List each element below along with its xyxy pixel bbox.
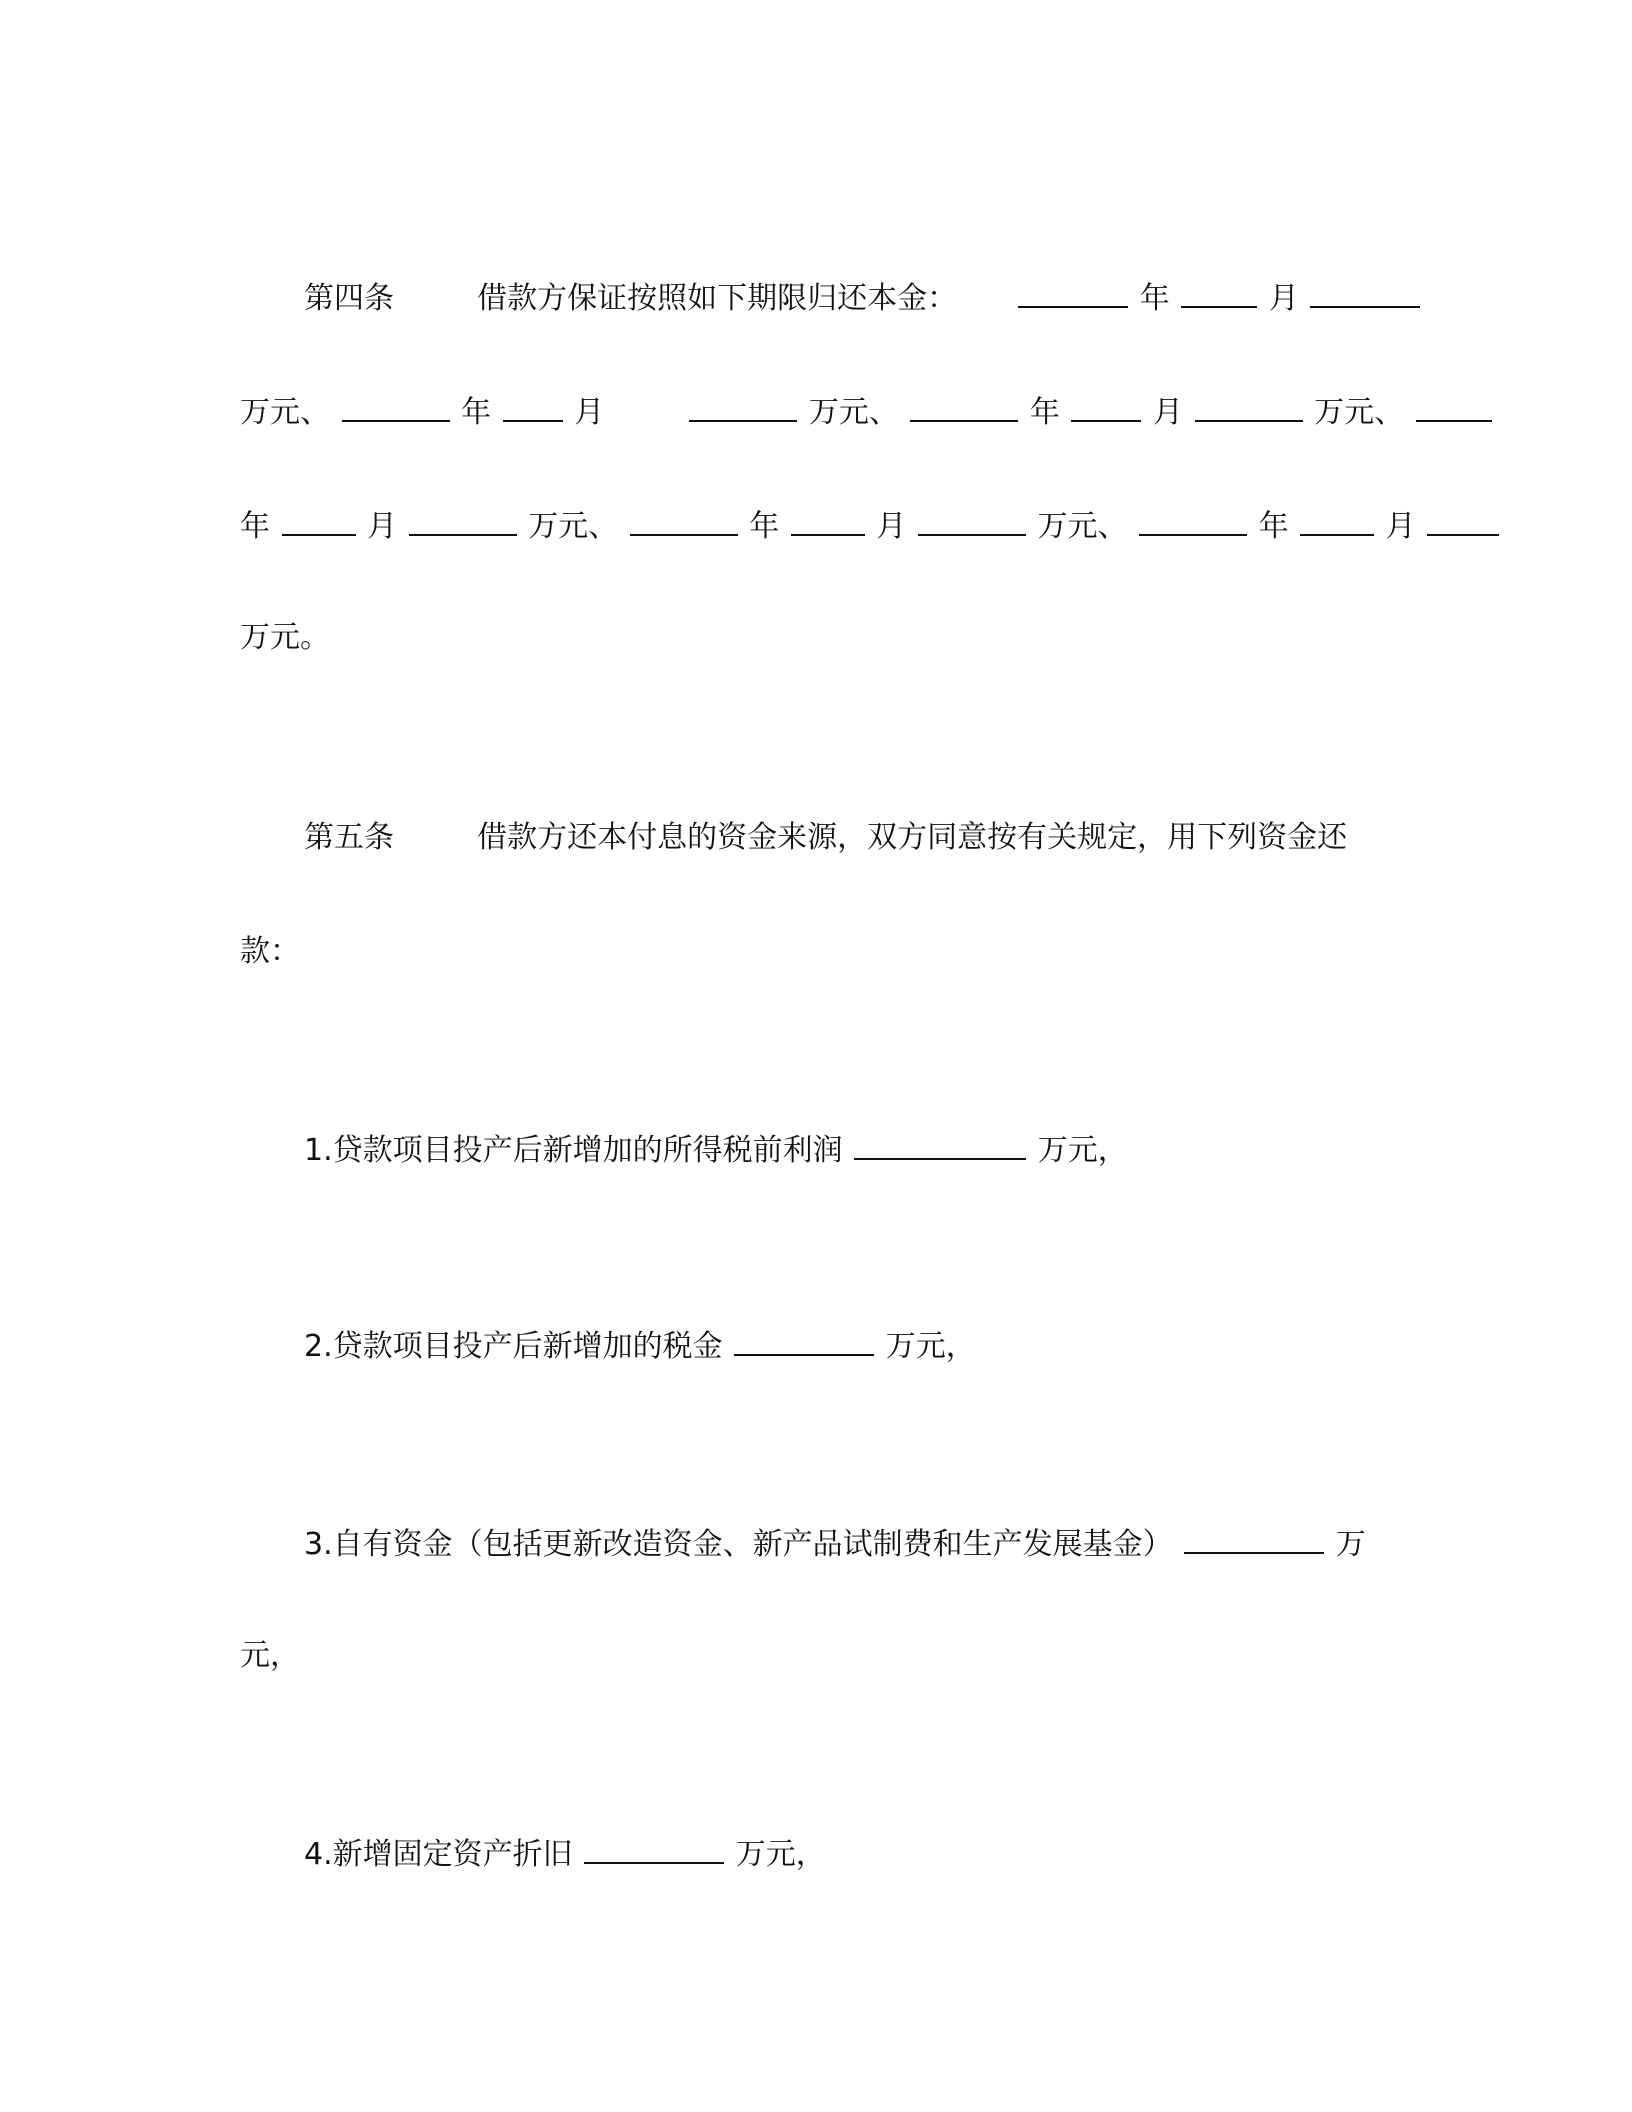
month-label: 月 [574,395,605,430]
item1-text: 1.贷款项目投产后新增加的所得税前利润 [304,1133,843,1168]
wanyuan-label: 万元、 [240,395,330,430]
blank-field[interactable] [1071,386,1141,422]
blank-field[interactable] [1300,500,1374,536]
item3-unit-cont: 元， [240,1638,300,1673]
item2-text: 2.贷款项目投产后新增加的税金 [304,1329,723,1364]
blank-field[interactable] [734,1320,874,1356]
item-3 [240,1518,1380,1566]
item3-unit: 万 [1335,1527,1366,1562]
blank-field[interactable] [910,386,1018,422]
year-label: 年 [1029,395,1060,430]
year-label: 年 [1258,509,1289,544]
article4-line2 [240,386,1405,434]
month-label: 月 [367,509,398,544]
year-label: 年 [461,395,492,430]
wanyuan-label: 万元、 [1037,509,1128,544]
article4-intro: 借款方保证按照如下期限归还本金： [477,281,958,316]
wanyuan-label: 万元、 [528,509,619,544]
wanyuan-label: 万元、 [808,395,899,430]
article4-line3 [240,500,1416,548]
blank-field[interactable] [918,500,1026,536]
article5-line2 [240,928,1380,976]
item-3-cont [240,1632,1380,1680]
blank-field[interactable] [1018,272,1128,308]
wanyuan-label: 万元、 [1314,395,1405,430]
article5-label: 第五条 [304,820,394,855]
blank-field[interactable] [503,386,563,422]
item3-text: 3.自有资金（包括更新改造资金、新产品试制费和生产发展基金） [304,1527,1173,1562]
item4-unit: 万元， [735,1837,826,1872]
item-4 [240,1828,1380,1876]
year-label: 年 [1139,281,1170,316]
item1-unit: 万元， [1037,1133,1128,1168]
blank-field[interactable] [1427,500,1499,536]
blank-field[interactable] [342,386,450,422]
year-label: 年 [240,509,270,544]
article4-label: 第四条 [304,281,394,316]
wanyuan-end-label: 万元。 [240,620,330,655]
blank-field[interactable] [630,500,738,536]
blank-field[interactable] [1139,500,1247,536]
month-label: 月 [1385,509,1416,544]
blank-field[interactable] [689,386,797,422]
article5-intro-cont: 款： [240,934,300,969]
item-2 [240,1320,1380,1368]
item2-unit: 万元， [885,1329,976,1364]
blank-field[interactable] [409,500,517,536]
month-label: 月 [1268,281,1299,316]
month-label: 月 [876,509,907,544]
item4-text: 4.新增固定资产折旧 [304,1837,573,1872]
blank-field[interactable] [282,500,356,536]
article5-line1 [240,814,1380,862]
year-label: 年 [749,509,780,544]
month-label: 月 [1153,395,1184,430]
blank-field[interactable] [791,500,865,536]
blank-field[interactable] [584,1828,724,1864]
article4-line4 [240,614,1380,662]
blank-field[interactable] [854,1124,1026,1160]
blank-field[interactable] [1416,386,1492,422]
blank-field[interactable] [1310,272,1420,308]
blank-field[interactable] [1184,1518,1324,1554]
item-1 [240,1124,1380,1172]
blank-field[interactable] [1181,272,1257,308]
article5-intro: 借款方还本付息的资金来源，双方同意按有关规定，用下列资金还 [477,820,1348,855]
blank-field[interactable] [1195,386,1303,422]
article4-line1 [240,272,1380,320]
